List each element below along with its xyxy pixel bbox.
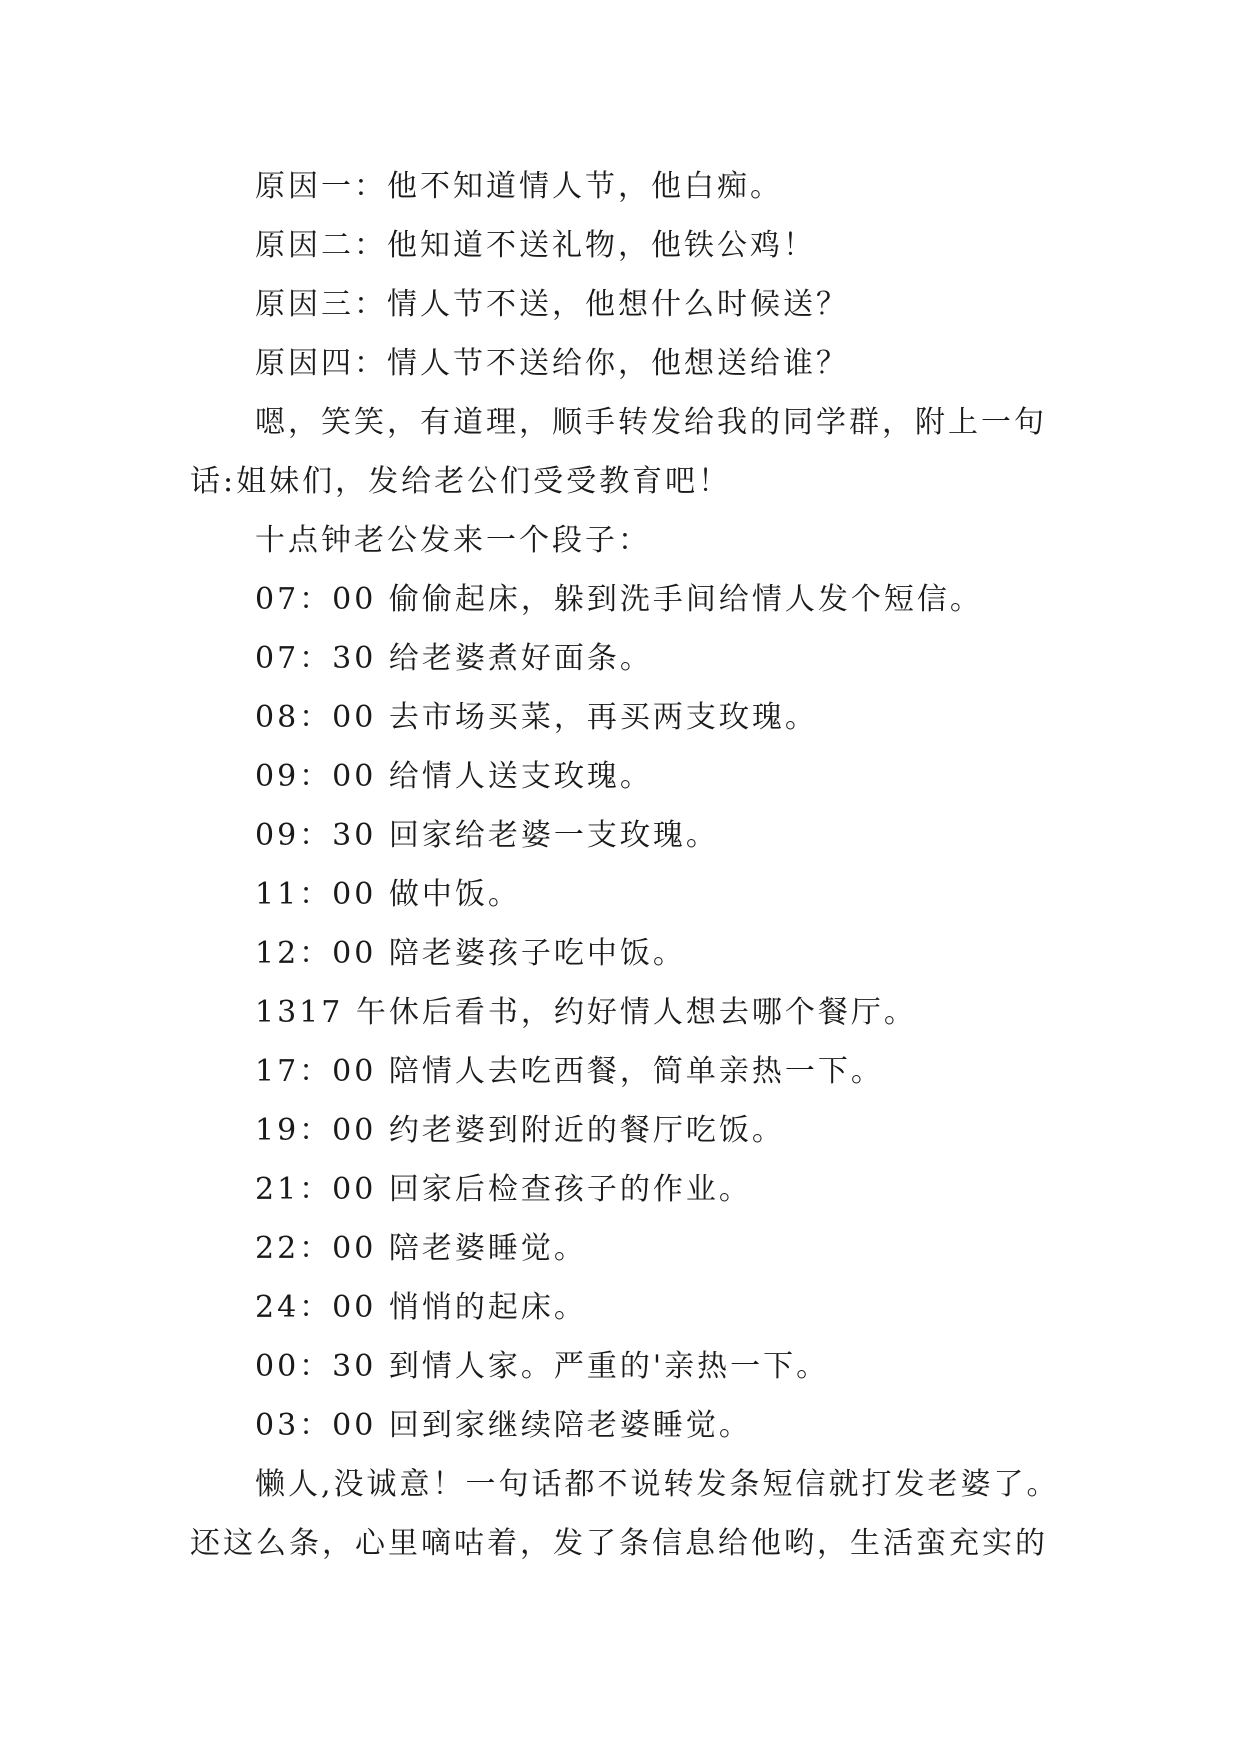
text-line: 原因二：他知道不送礼物，他铁公鸡！ xyxy=(255,228,816,263)
schedule-line: 09：30 回家给老婆一支玫瑰。 xyxy=(255,818,719,853)
schedule-line: 24：00 悄悄的起床。 xyxy=(255,1290,587,1325)
schedule-line: 07：30 给老婆煮好面条。 xyxy=(255,641,653,676)
schedule-line: 17：00 陪情人去吃西餐，简单亲热一下。 xyxy=(255,1054,884,1089)
text-line: 还这么条，心里嘀咕着，发了条信息给他哟，生活蛮充实的 xyxy=(190,1526,1048,1561)
schedule-line: 03：00 回到家继续陪老婆睡觉。 xyxy=(255,1408,752,1443)
text-line: 十点钟老公发来一个段子： xyxy=(255,523,651,558)
schedule-line: 08：00 去市场买菜，再买两支玫瑰。 xyxy=(255,700,818,735)
schedule-line: 12：00 陪老婆孩子吃中饭。 xyxy=(255,936,686,971)
schedule-line: 1317 午休后看书，约好情人想去哪个餐厅。 xyxy=(255,995,917,1030)
text-line: 原因三：情人节不送，他想什么时候送？ xyxy=(255,287,849,322)
schedule-line: 00：30 到情人家。严重的'亲热一下。 xyxy=(255,1349,830,1384)
text-line: 懒人,没诚意！一句话都不说转发条短信就打发老婆了。 xyxy=(255,1467,1060,1502)
text-line: 原因一：他不知道情人节，他白痴。 xyxy=(255,169,783,204)
text-line: 话:姐妹们，发给老公们受受教育吧！ xyxy=(190,464,732,499)
text-line: 原因四：情人节不送给你，他想送给谁？ xyxy=(255,346,849,381)
schedule-line: 19：00 约老婆到附近的餐厅吃饭。 xyxy=(255,1113,785,1148)
text-line: 嗯，笑笑，有道理，顺手转发给我的同学群，附上一句 xyxy=(255,405,1047,440)
document-page xyxy=(190,157,1060,1573)
schedule-line: 22：00 陪老婆睡觉。 xyxy=(255,1231,587,1266)
schedule-line: 09：00 给情人送支玫瑰。 xyxy=(255,759,653,794)
schedule-line: 07：00 偷偷起床，躲到洗手间给情人发个短信。 xyxy=(255,582,983,617)
schedule-line: 21：00 回家后检查孩子的作业。 xyxy=(255,1172,752,1207)
schedule-line: 11：00 做中饭。 xyxy=(255,877,521,912)
